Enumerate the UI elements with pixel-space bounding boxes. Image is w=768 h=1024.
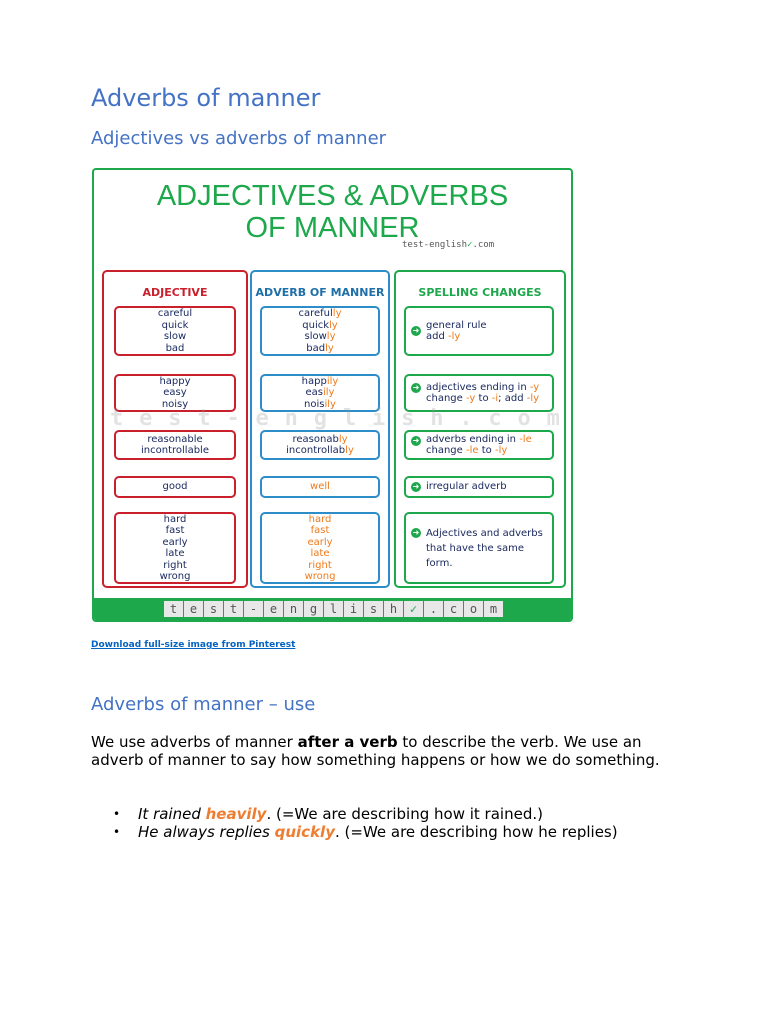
adverb-word: early xyxy=(307,536,333,548)
explanation-paragraph: We use adverbs of manner after a verb to describe the verb. We use an adverb of manner to say how something happens or how we do something. xyxy=(91,733,660,769)
site-tld: .com xyxy=(472,240,495,250)
adjective-word: wrong xyxy=(159,571,191,582)
adjective-word: bad xyxy=(165,342,185,354)
infographic-site-logo xyxy=(402,240,494,250)
infographic-image xyxy=(92,168,573,622)
adverb-box-2 xyxy=(260,374,380,412)
adjective-word: noisy xyxy=(161,398,189,410)
section-heading-use: Adverbs of manner – use xyxy=(91,694,316,715)
adverb-word: hard xyxy=(308,513,332,525)
adverb-word: late xyxy=(310,548,330,559)
adverb-word: incontrollably xyxy=(286,445,354,456)
adjective-word: quick xyxy=(161,319,189,331)
adjective-word: careful xyxy=(157,308,193,319)
adverb-box-5 xyxy=(260,512,380,584)
arrow-right-icon: ➜ xyxy=(412,383,420,392)
adjective-box-2 xyxy=(114,374,236,412)
infographic-footer xyxy=(94,598,571,620)
arrow-right-icon: ➜ xyxy=(412,528,420,537)
adjective-word: early xyxy=(162,536,188,548)
adjective-box-3 xyxy=(114,430,236,460)
adverb-word: quickly xyxy=(302,319,338,331)
adjective-word: happy xyxy=(159,375,191,387)
adjective-column xyxy=(102,270,248,588)
spelling-rule-le: ➜ adverbs ending in -le change -le to -ly xyxy=(404,430,554,460)
adverb-word: happily xyxy=(301,375,339,387)
adjective-box-1 xyxy=(114,306,236,356)
adverb-column-header: ADVERB OF MANNER xyxy=(255,286,385,299)
spelling-rule-general: ➜ general rule add -ly xyxy=(404,306,554,356)
adverb-word: carefully xyxy=(298,308,342,319)
check-icon: ✓ xyxy=(467,240,473,250)
adverb-word: fast xyxy=(310,525,330,536)
adjective-word: right xyxy=(163,559,187,571)
adverb-word: right xyxy=(308,559,332,571)
adjective-box-4 xyxy=(114,476,236,498)
infographic-title-line1: ADJECTIVES & ADVERBS xyxy=(156,180,509,212)
download-pinterest-link[interactable]: Download full-size image from Pinterest xyxy=(91,640,296,650)
page-title: Adverbs of manner xyxy=(91,84,321,112)
example-list xyxy=(91,805,681,841)
adverb-box-3 xyxy=(260,430,380,460)
spelling-rule-same-form: ➜ Adjectives and adverbs that have the same form. xyxy=(404,512,554,584)
spelling-column-header: SPELLING CHANGES xyxy=(418,286,542,299)
adjective-word: good xyxy=(162,481,188,493)
adverb-word: reasonably xyxy=(292,433,348,445)
infographic-title-line2: OF MANNER xyxy=(245,212,420,244)
adjective-word: incontrollable xyxy=(141,445,209,456)
adjective-column-header: ADJECTIVE xyxy=(142,286,208,299)
adverb-word: badly xyxy=(306,342,334,354)
adverb-word: noisily xyxy=(304,398,336,410)
adverb-box-1 xyxy=(260,306,380,356)
spelling-rule-irregular: ➜ irregular adverb xyxy=(404,476,554,498)
section-heading-adjectives-vs-adverbs: Adjectives vs adverbs of manner xyxy=(91,128,387,149)
adjective-word: late xyxy=(165,548,185,559)
list-item: • He always replies quickly. (=We are describing how he replies) xyxy=(91,823,681,841)
infographic-title xyxy=(94,180,571,244)
arrow-right-icon: ➜ xyxy=(412,436,420,445)
adjective-word: fast xyxy=(165,525,185,536)
adverb-word: slowly xyxy=(304,331,336,342)
arrow-right-icon: ➜ xyxy=(412,326,420,335)
adverb-column xyxy=(250,270,390,588)
site-name: test-english xyxy=(402,240,468,250)
watermark: t e s t - e n g l i s h . c o m xyxy=(110,406,560,431)
spelling-rule-y: ➜ adjectives ending in -y change -y to -i; add -ly xyxy=(404,374,554,412)
adjective-box-5 xyxy=(114,512,236,584)
adverb-word: well xyxy=(310,481,330,493)
adverb-box-4 xyxy=(260,476,380,498)
adjective-word: hard xyxy=(163,513,187,525)
arrow-right-icon: ➜ xyxy=(412,482,420,491)
adjective-word: easy xyxy=(163,387,187,399)
adjective-word: slow xyxy=(163,331,187,342)
adverb-word: wrong xyxy=(304,571,336,582)
spelling-column xyxy=(394,270,566,588)
footer-site-logo: t e s t - e n g l i s h ✓ . c o m xyxy=(164,601,503,617)
adverb-word: easily xyxy=(305,387,335,399)
adjective-word: reasonable xyxy=(147,433,203,445)
list-item: • It rained heavily. (=We are describing how it rained.) xyxy=(91,805,681,823)
